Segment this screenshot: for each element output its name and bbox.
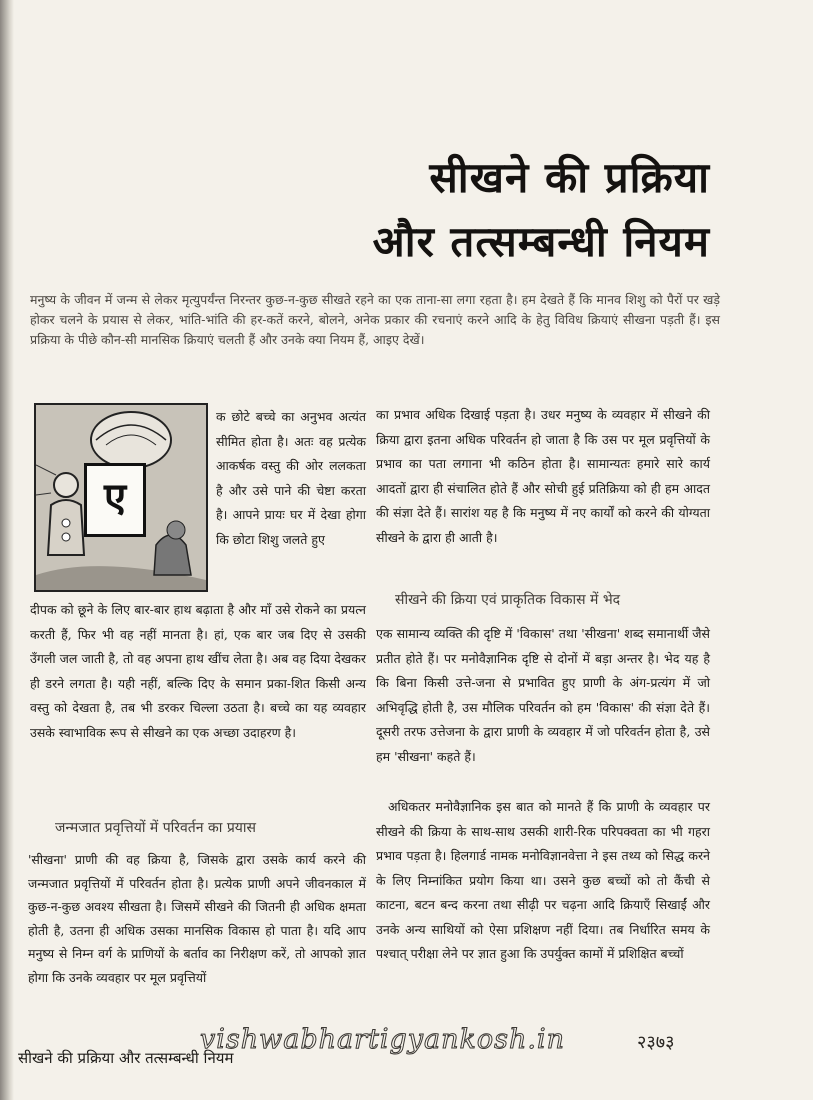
section-heading-innate-tendencies: जन्मजात प्रवृत्तियों में परिवर्तन का प्रयास bbox=[55, 820, 257, 836]
website-watermark: vishwabhartigyankosh.in bbox=[200, 1024, 565, 1055]
chapter-illustration bbox=[34, 403, 208, 592]
article-title-line-2: और तत्सम्बन्धी नियम bbox=[372, 217, 710, 266]
left-column-paragraph-2: 'सीखना' प्राणी की वह क्रिया है, जिसके द्वारा उसके कार्य करने की जन्मजात प्रवृत्तियों में परिवर्तन होता है। प्रत्येक प्राणी अपने जीवनकाल में कुछ-न-कुछ अवश्य सीखता है। जिसमें सीखने की जितनी ही अधिक क्षमता होती है, उतना ही अधिक उसका मानसिक विकास हो पाता है। यदि आप मनुष्य से निम्न वर्ग के प्राणियों के बर्ताव का निरीक्षण करें, तो आपको ज्ञात होगा कि उनके व्यवहार पर मूल प्रवृत्तियों bbox=[28, 852, 366, 985]
right-column-paragraph-2: एक सामान्य व्यक्ति की दृष्टि में 'विकास' तथा 'सीखना' शब्द समानार्थी जैसे प्रतीत होते हैं। पर मनोवैज्ञानिक दृष्टि से दोनों में बड़ा अन्तर है। भेद यह है कि बिना किसी उत्ते-जना से प्रभावित हुए प्राणी के अंग-प्रत्यंग में जो अभिवृद्धि होती है, उस मौलिक परिवर्तन को हम 'विकास' की संज्ञा देते हैं। दूसरी तरफ उत्तेजना के द्वारा प्राणी के व्यवहार में जो परिवर्तन होता है, उसे हम 'सीखना' कहते हैं। bbox=[376, 626, 710, 764]
left-column-opening: क छोटे बच्चे का अनुभव अत्यंत सीमित होता है। अतः वह प्रत्येक आकर्षक वस्तु की ओर ललकता है और उसे पाने की चेष्टा करता है। आपने प्रायः घर में देखा होगा कि छोटा शिशु जलते हुए bbox=[216, 409, 366, 547]
page-edge-shadow bbox=[0, 0, 14, 1100]
right-column-paragraph-3: अधिकतर मनोवैज्ञानिक इस बात को मानते हैं कि प्राणी के व्यवहार पर सीखने की क्रिया के साथ-साथ उसकी शारी-रिक परिपक्वता का भी गहरा प्रभाव पड़ता है। हिलगार्ड नामक मनोविज्ञानवेत्ता ने इस तथ्य को सिद्ध करने के लिए निम्नांकित प्रयोग किया था। उसने कुछ बच्चों को तो कैंची से काटना, बटन बन्द करना तथा सीढ़ी पर चढ़ना आदि क्रियाएँ सिखाईं और उनके अन्य साथियों को ऐसा प्रशिक्षण नहीं दिया। तब निर्धारित समय के पश्चात् परीक्षा लेने पर ज्ञात हुआ कि उपर्युक्त कामों में प्रशिक्षित बच्चों bbox=[376, 799, 710, 961]
page-number: २३७३ bbox=[637, 1032, 675, 1053]
section-heading-learning-vs-development: सीखने की क्रिया एवं प्राकृतिक विकास में भेद bbox=[395, 592, 621, 608]
intro-paragraph: मनुष्य के जीवन में जन्म से लेकर मृत्युपर्यंन्त निरन्तर कुछ-न-कुछ सीखते रहने का एक ताना-सा लगा रहता है। हम देखते हैं कि मानव शिशु को पैरों पर खड़े होकर चलने के प्रयास से लेकर, भांति-भांति की हर-कतें करने, बोलने, अनेक प्रकार की रचनाएं करने आदि के हेतु विविध क्रियाएं सीखना पड़ती हैं। इस प्रक्रिया के पीछे कौन-सी मानसिक क्रियाएं चलती हैं और उनके क्या नियम हैं, आइए देखें। bbox=[30, 292, 720, 347]
devanagari-letter-box: ए bbox=[84, 463, 146, 537]
running-footer-title: सीखने की प्रक्रिया और तत्सम्बन्धी नियम bbox=[18, 1049, 234, 1067]
right-column-paragraph-1: का प्रभाव अधिक दिखाई पड़ता है। उधर मनुष्य के व्यवहार में सीखने की क्रिया द्वारा इतना अधिक परिवर्तन हो जाता है कि उस पर मूल प्रवृत्तियों के प्रभाव का पता लगाना भी कठिन होता है। सामान्यतः हमारे सारे कार्य आदतों द्वारा ही संचालित होते हैं और सोची हुई प्रतिक्रिया को ही हम आदत की संज्ञा देते हैं। सारांश यह है कि मनुष्य में नए कार्यों को करने की योग्यता सीखने के द्वारा ही आती है। bbox=[376, 407, 710, 545]
article-title-line-1: सीखने की प्रक्रिया bbox=[429, 153, 710, 202]
left-column-paragraph-1: दीपक को छूने के लिए बार-बार हाथ बढ़ाता है और माँ उसे रोकने का प्रयत्न करती हैं, फिर भी वह नहीं मानता है। हां, एक बार जब दिए से उसकी उँगली जल जाती है, तो वह अपना हाथ खींच लेता है। अब वह दिया देखकर ही डरने लगता है। यही नहीं, बल्कि दिए के समान प्रका-शित किसी अन्य वस्तु को देखता है, तब भी डरकर चिल्ला उठता है। बच्चे का यह व्यवहार उसके स्वाभाविक रूप से सीखने का एक अच्छा उदाहरण है। bbox=[30, 602, 366, 740]
